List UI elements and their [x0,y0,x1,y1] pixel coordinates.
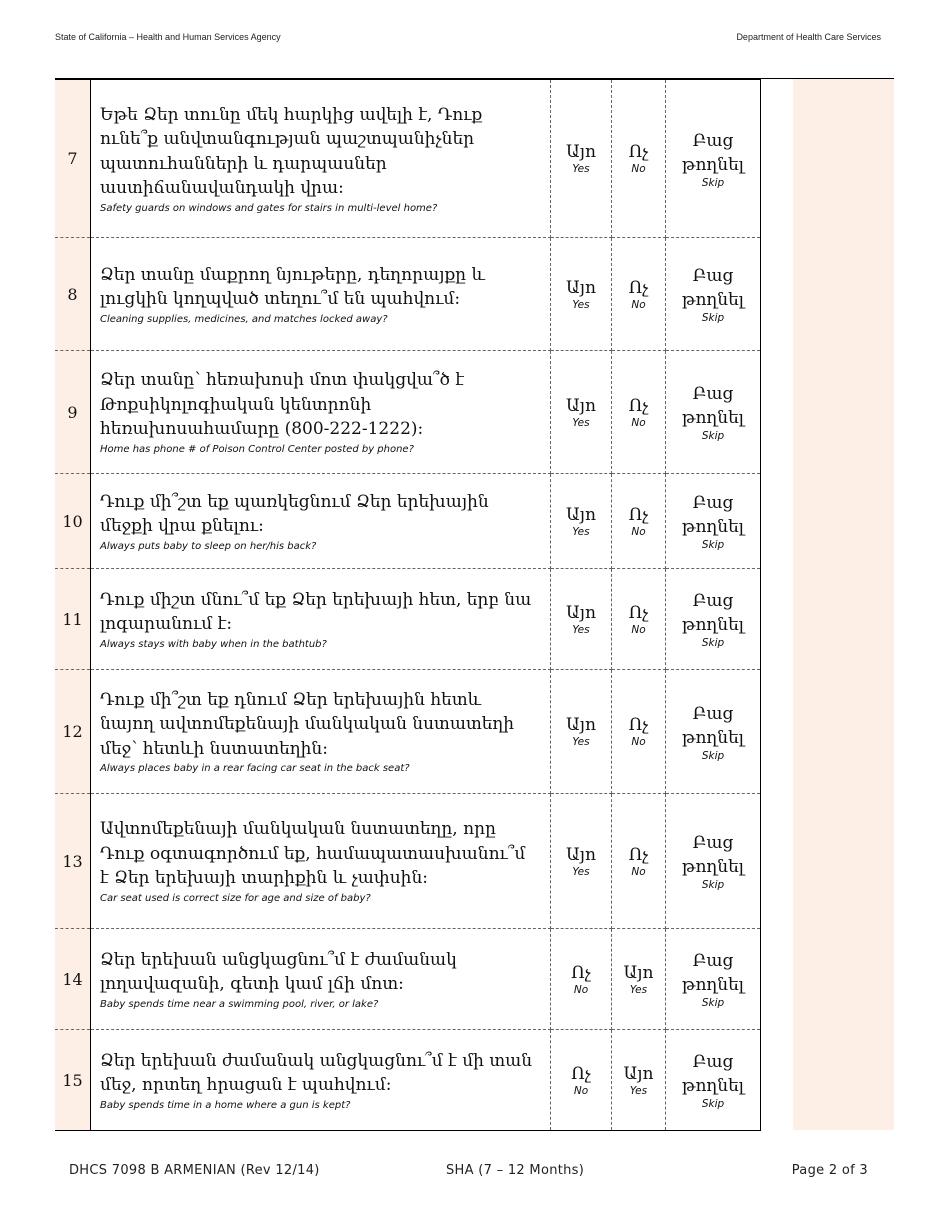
option-2-armenian: Ոչ [628,844,649,865]
question-row [55,238,761,351]
question-english: Always places baby in a rear facing car seat in the back seat? [100,763,410,775]
option-2-english: Yes [629,1084,648,1097]
question-text [91,238,551,351]
answer-skip[interactable] [666,474,761,569]
option-2-english: No [631,163,646,175]
question-text [91,474,551,569]
answer-option-2[interactable] [612,569,666,670]
option-2-armenian: Ոչ [628,142,649,162]
answer-option-1[interactable] [551,569,612,670]
skip-armenian-2: թողնել [682,727,744,748]
question-row [55,351,761,474]
question-armenian: Ձեր երեխան ժամանակ անցկացնու՞մ է մի տան մեջ, որտեղ հրացան է պահվում: [100,1050,533,1095]
option-2-english: No [631,416,646,429]
question-armenian: Ձեր տանը՝ հեռախոսի մոտ փակցվա՞ծ է Թոքսիկոլոգիական կենտրոնի հեռախոսահամարը (800-222-1222): [100,370,465,440]
question-text [91,794,551,929]
question-english: Safety guards on windows and gates for stairs in multi-level home? [100,202,438,214]
skip-armenian-2: թողնել [682,1076,744,1096]
question-number: 12 [55,670,91,794]
option-2-armenian: Ոչ [628,504,649,525]
question-text [91,929,551,1030]
option-1-armenian: Այո [565,844,597,865]
question-armenian: Ձեր երեխան անցկացնու՞մ է ժամանակ լողավազանի, գետի կամ լճի մոտ: [100,949,457,994]
answer-option-2[interactable] [612,474,666,569]
question-row [55,1030,761,1131]
answer-option-2[interactable] [612,351,666,474]
answer-option-1[interactable] [551,1030,612,1131]
answer-option-2[interactable] [612,670,666,794]
skip-armenian-2: թողնել [682,154,744,175]
option-2-armenian: Ոչ [628,395,649,416]
answer-option-1[interactable] [551,474,612,569]
header-department: Department of Health Care Services [736,32,881,42]
question-english: Always puts baby to sleep on her/his back? [100,540,317,552]
option-2-english: No [631,298,646,311]
question-number: 15 [55,1030,91,1131]
question-row [55,794,761,929]
answer-option-1[interactable] [551,80,612,238]
answer-skip[interactable] [666,1030,761,1131]
option-1-english: Yes [572,298,590,311]
answer-option-1[interactable] [551,351,612,474]
answer-option-1[interactable] [551,670,612,794]
option-1-armenian: Այո [565,142,597,162]
answer-skip[interactable] [666,238,761,351]
skip-english: Skip [701,176,725,189]
option-2-armenian: Ոչ [628,602,649,623]
answer-skip[interactable] [666,929,761,1030]
option-2-armenian: Ոչ [628,715,649,735]
skip-armenian-1: Բաց [692,493,734,513]
answer-option-2[interactable] [612,794,666,929]
option-1-english: Yes [572,163,590,175]
skip-armenian-2: թողնել [682,615,744,635]
skip-armenian-1: Բաց [692,1052,734,1072]
skip-armenian-2: թողնել [682,408,744,428]
option-2-armenian: Այո [623,1063,654,1084]
question-number: 7 [55,80,91,238]
option-2-armenian: Ոչ [628,277,649,298]
skip-armenian-1: Բաց [692,703,734,724]
skip-armenian-2: թողնել [682,857,744,877]
answer-option-2[interactable] [612,1030,666,1131]
option-1-english: Yes [572,623,590,636]
question-table [55,79,761,1131]
option-1-armenian: Այո [565,395,597,416]
option-1-armenian: Ոչ [571,962,591,983]
skip-armenian-1: Բաց [692,951,734,971]
footer-page-number: Page 2 of 3 [791,1163,868,1178]
answer-option-1[interactable] [551,794,612,929]
skip-armenian-1: Բաց [692,833,734,853]
skip-armenian-2: թողնել [682,517,744,537]
question-armenian: Եթե Ձեր տունը մեկ հարկից ավելի է, Դուք ունե՞ք անվտանգության պաշտպանիչներ պատուհանների և դարպասներ աստիճանավանդակի վրա: [100,104,483,198]
question-row [55,929,761,1030]
question-number: 8 [55,238,91,351]
option-1-armenian: Այո [565,277,597,298]
option-2-english: Yes [629,983,648,996]
question-number: 9 [55,351,91,474]
question-armenian: Դուք մի՞շտ եք պառկեցնում Ձեր երեխային մեջքի վրա քնելու: [100,491,489,536]
answer-option-1[interactable] [551,238,612,351]
skip-armenian-2: թողնել [682,290,744,310]
question-english: Home has phone # of Poison Control Center posted by phone? [100,443,414,455]
skip-armenian-2: թողնել [682,975,744,995]
question-row [55,474,761,569]
skip-armenian-1: Բաց [692,384,734,404]
option-1-armenian: Այո [565,715,597,735]
question-row [55,670,761,794]
question-text [91,351,551,474]
question-armenian: Դուք մի՞շտ եք դնում Ձեր երեխային հետև նայող ավտոմեքենայի մանկական նստատեղի մեջ՝ հետևի նստատեղին: [100,689,515,759]
answer-option-2[interactable] [612,929,666,1030]
answer-skip[interactable] [666,569,761,670]
question-number: 14 [55,929,91,1030]
question-armenian: Դուք միշտ մնու՞մ եք Ձեր երեխայի հետ, երբ նա լոգարանում է: [100,589,532,634]
question-row [55,80,761,238]
questionnaire-form [55,79,894,1130]
answer-option-2[interactable] [612,80,666,238]
option-1-english: Yes [572,865,590,878]
question-armenian: Ձեր տանը մաքրող նյութերը, դեղորայքը և լուցկին կողպված տեղու՞մ են պահվում: [100,264,485,309]
option-1-english: Yes [572,736,590,748]
skip-english: Skip [701,997,725,1009]
answer-option-2[interactable] [612,238,666,351]
answer-skip[interactable] [666,351,761,474]
answer-option-1[interactable] [551,929,612,1030]
question-text [91,80,551,238]
option-2-armenian: Այո [623,962,654,983]
answer-skip[interactable] [666,80,761,238]
question-english: Baby spends time in a home where a gun is kept? [100,1099,351,1111]
question-armenian: Ավտոմեքենայի մանկական նստատեղը, որը Դուք օգտագործում եք, համապատասխանու՞մ է Ձեր երեխայի տարիքին և չափսին: [100,819,526,889]
option-1-armenian: Այո [565,504,597,525]
skip-armenian-1: Բաց [692,130,734,151]
option-1-english: No [573,983,589,996]
skip-english: Skip [701,312,725,324]
skip-english: Skip [701,430,725,442]
question-english: Baby spends time near a swimming pool, river, or lake? [100,998,379,1010]
answer-skip[interactable] [666,794,761,929]
question-english: Always stays with baby when in the bathtub? [100,638,327,650]
question-english: Cleaning supplies, medicines, and matches locked away? [100,313,388,325]
footer-form-title: SHA (7 – 12 Months) [446,1163,585,1178]
question-english: Car seat used is correct size for age and size of baby? [100,892,371,904]
option-1-armenian: Ոչ [571,1063,591,1084]
option-2-english: No [631,623,646,636]
question-row [55,569,761,670]
skip-english: Skip [701,1098,725,1110]
option-1-english: Yes [572,525,590,538]
question-text [91,670,551,794]
shaded-margin [793,79,894,1130]
question-text [91,569,551,670]
skip-english: Skip [701,539,725,551]
skip-english: Skip [701,637,725,649]
option-1-english: Yes [572,416,590,429]
skip-armenian-1: Բաց [692,591,734,611]
question-number: 13 [55,794,91,929]
skip-english: Skip [701,879,725,891]
option-1-english: No [573,1084,589,1097]
question-text [91,1030,551,1131]
question-number: 11 [55,569,91,670]
header-agency: State of California – Health and Human Services Agency [55,32,281,42]
option-2-english: No [631,865,646,878]
answer-skip[interactable] [666,670,761,794]
skip-english: Skip [701,749,725,762]
skip-armenian-1: Բաց [692,266,734,286]
option-1-armenian: Այո [565,602,597,623]
question-number: 10 [55,474,91,569]
option-2-english: No [631,525,646,538]
footer-form-id: DHCS 7098 B ARMENIAN (Rev 12/14) [69,1163,320,1178]
option-2-english: No [631,736,646,748]
